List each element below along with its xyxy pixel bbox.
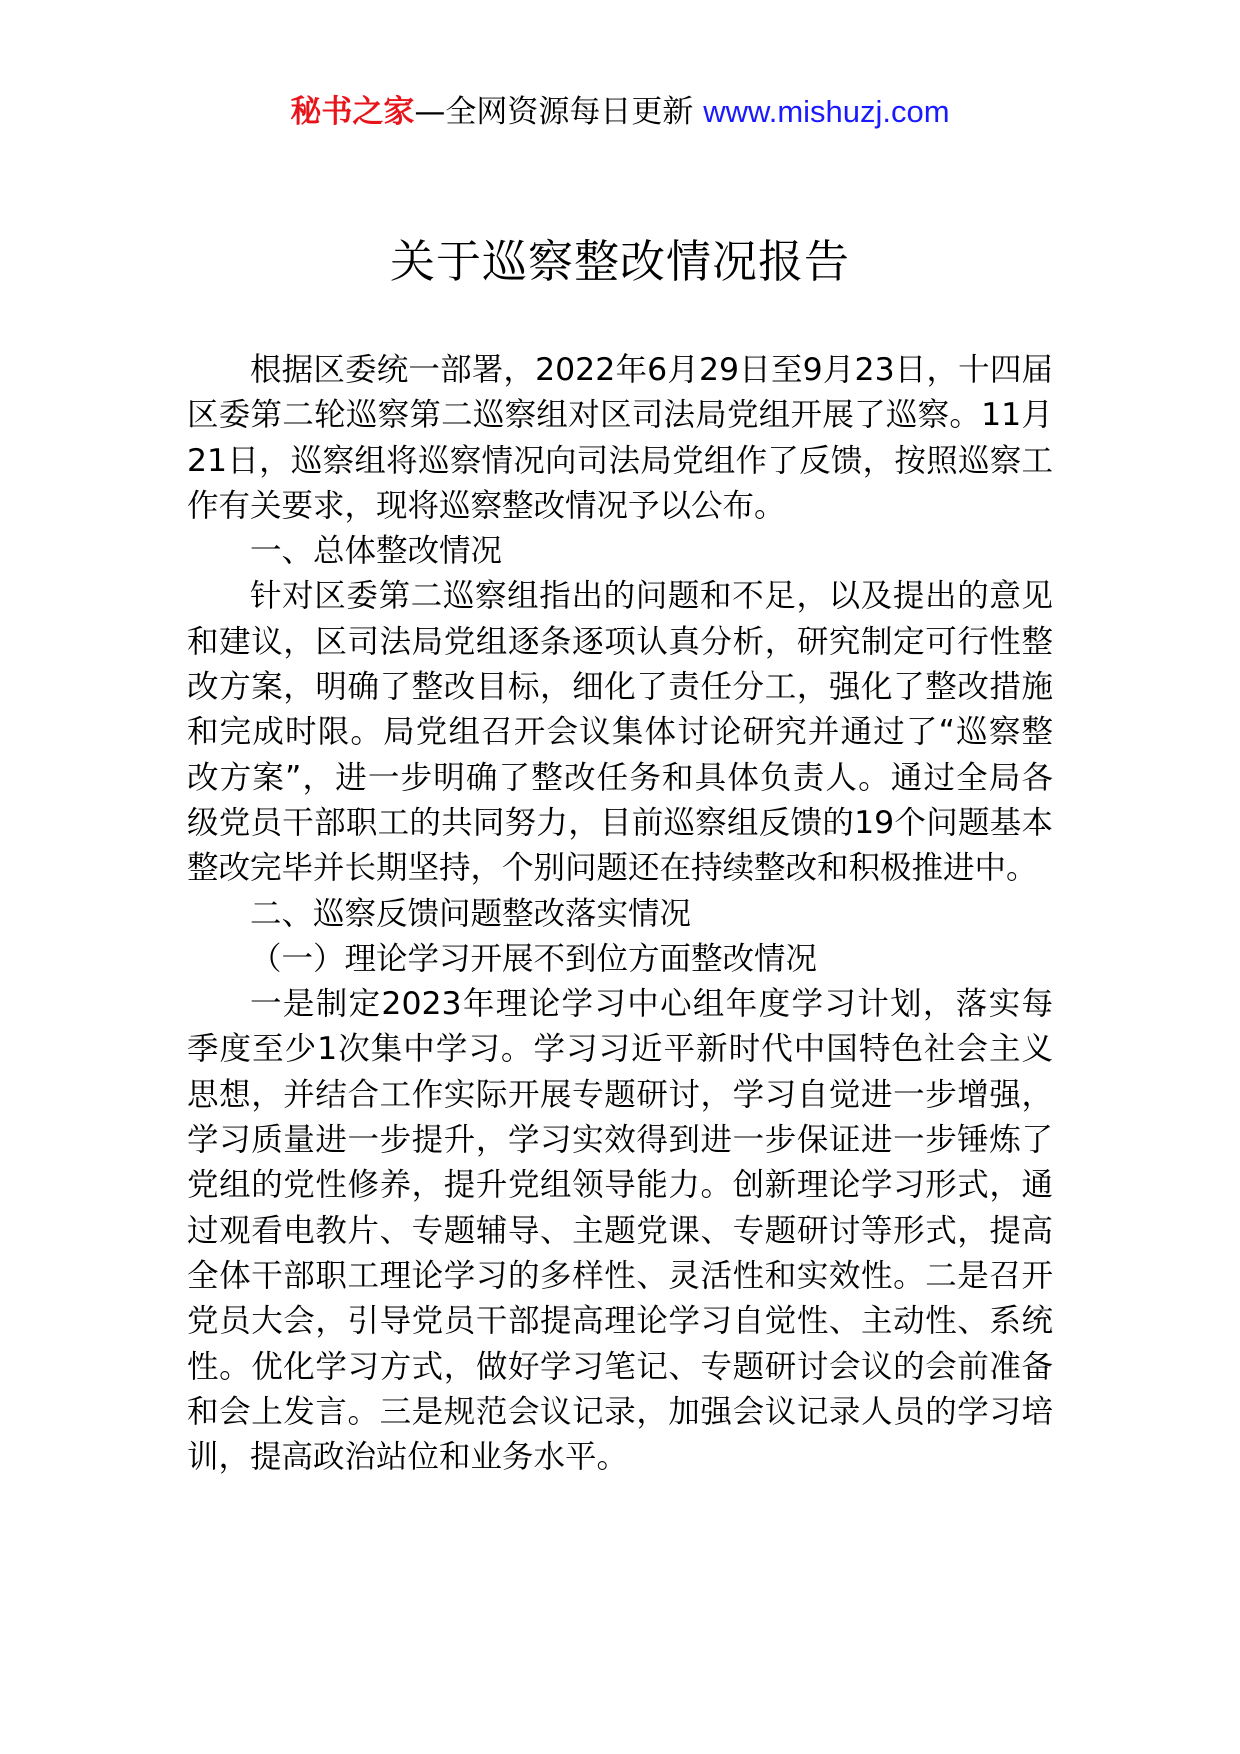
overall-paragraph: 针对区委第二巡察组指出的问题和不足，以及提出的意见和建议，区司法局党组逐条逐项认真分析，研究制定可行性整改方案，明确了整改目标，细化了责任分工，强化了整改措施和完成时限。局党组召开会议集体讨论研究并通过了“巡察整改方案”，进一步明确了整改任务和具体负责人。通过全局各级党员干部职工的共同努力，目前巡察组反馈的19个问题基本整改完毕并长期坚持，个别问题还在持续整改和积极推进中。 [187, 578, 1053, 887]
brand-name: 秘书之家 [290, 94, 415, 130]
document-title: 关于巡察整改情况报告 [389, 235, 850, 288]
site-url-link[interactable]: www.mishuzj.com [703, 94, 950, 129]
intro-paragraph: 根据区委统一部署，2022年6月29日至9月23日，十四届区委第二轮巡察第二巡察组对区司法局党组开展了巡察。11月21日，巡察组将巡察情况向司法局党组作了反馈，按照巡察工作有关要求，现将巡察整改情况予以公布。 [187, 352, 1053, 524]
section-heading-overall: 一、总体整改情况 [250, 533, 503, 570]
header-tagline: —全网资源每日更新 [414, 94, 704, 130]
header-banner [0, 92, 1240, 132]
section-heading-feedback: 二、巡察反馈问题整改落实情况 [250, 895, 692, 932]
subsection-heading-theory-study: （一）理论学习开展不到位方面整改情况 [250, 940, 818, 977]
theory-study-paragraph: 一是制定2023年理论学习中心组年度学习计划，落实每季度至少1次集中学习。学习习近平新时代中国特色社会主义思想，并结合工作实际开展专题研讨，学习自觉进一步增强，学习质量进一步提升，学习实效得到进一步保证进一步锤炼了党组的党性修养，提升党组领导能力。创新理论学习形式，通过观看电教片、专题辅导、主题党课、专题研讨等形式，提高全体干部职工理论学习的多样性、灵活性和实效性。二是召开党员大会，引导党员干部提高理论学习自觉性、主动性、系统性。优化学习方式，做好学习笔记、专题研讨会议的会前准备和会上发言。三是规范会议记录，加强会议记录人员的学习培训，提高政治站位和业务水平。 [187, 986, 1053, 1476]
document-body [187, 348, 1053, 1480]
